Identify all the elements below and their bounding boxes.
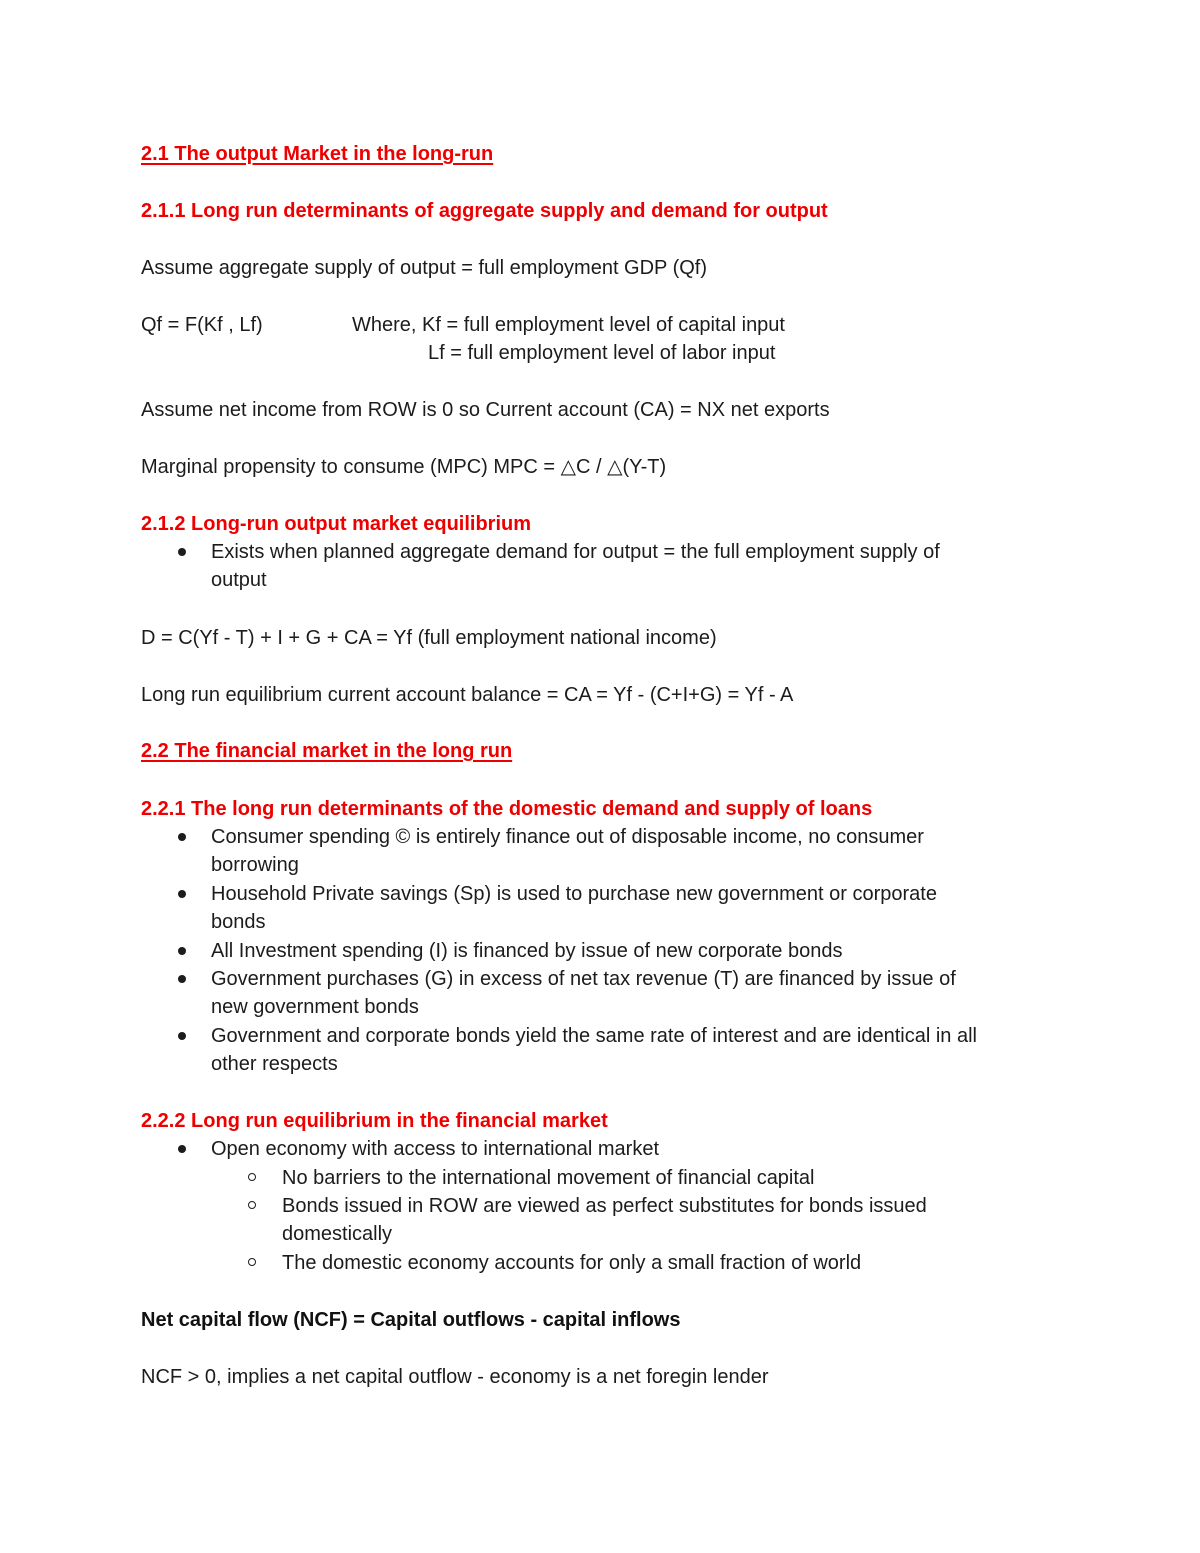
list-item: Government and corporate bonds yield the same rate of interest and are identical in all: [211, 1025, 977, 1047]
bullet-icon: [178, 1145, 186, 1153]
list-item-continuation: bonds: [211, 911, 266, 933]
heading-2-1-2: 2.1.2 Long-run output market equilibrium: [141, 513, 532, 535]
list-item-continuation: new government bonds: [211, 996, 419, 1018]
list-item: Consumer spending © is entirely finance out of disposable income, no consumer: [211, 826, 924, 848]
paragraph-mpc: Marginal propensity to consume (MPC) MPC = △C / △(Y-T): [141, 456, 667, 478]
paragraph-assume-supply: Assume aggregate supply of output = full employment GDP (Qf): [141, 257, 708, 279]
list-item-continuation: output: [211, 569, 267, 591]
circle-bullet-icon: [248, 1173, 256, 1181]
list-item: Open economy with access to international market: [211, 1138, 659, 1160]
list-item: All Investment spending (I) is financed by issue of new corporate bonds: [211, 940, 843, 962]
equation-qf: Qf = F(Kf , Lf): [141, 314, 263, 336]
heading-2-1-1: 2.1.1 Long run determinants of aggregate supply and demand for output: [141, 200, 828, 222]
paragraph-net-income: Assume net income from ROW is 0 so Current account (CA) = NX net exports: [141, 399, 830, 421]
where-lf-text: Lf = full employment level of labor input: [428, 342, 776, 364]
ncf-definition: Net capital flow (NCF) = Capital outflows - capital inflows: [141, 1309, 681, 1331]
sub-list-item: The domestic economy accounts for only a small fraction of world: [282, 1252, 862, 1274]
list-item-continuation: borrowing: [211, 854, 299, 876]
list-item: Exists when planned aggregate demand for output = the full employment supply of: [211, 541, 940, 563]
circle-bullet-icon: [248, 1258, 256, 1266]
paragraph-lr-ca: Long run equilibrium current account balance = CA = Yf - (C+I+G) = Yf - A: [141, 684, 794, 706]
bullet-icon: [178, 975, 186, 983]
heading-2-2: 2.2 The financial market in the long run: [141, 740, 513, 762]
bullet-icon: [178, 890, 186, 898]
bullet-icon: [178, 833, 186, 841]
bullet-icon: [178, 947, 186, 955]
ncf-positive: NCF > 0, implies a net capital outflow - economy is a net foregin lender: [141, 1366, 769, 1388]
bullet-icon: [178, 1032, 186, 1040]
equation-d: D = C(Yf - T) + I + G + CA = Yf (full employment national income): [141, 627, 717, 649]
sub-list-item: Bonds issued in ROW are viewed as perfect substitutes for bonds issued: [282, 1195, 927, 1217]
sub-list-item-continuation: domestically: [282, 1223, 393, 1245]
heading-2-2-1: 2.2.1 The long run determinants of the domestic demand and supply of loans: [141, 798, 873, 820]
bullet-icon: [178, 548, 186, 556]
sub-list-item: No barriers to the international movement of financial capital: [282, 1167, 815, 1189]
where-kf-text: Where, Kf = full employment level of capital input: [352, 314, 785, 336]
heading-2-2-2: 2.2.2 Long run equilibrium in the financial market: [141, 1110, 608, 1132]
list-item: Government purchases (G) in excess of net tax revenue (T) are financed by issue of: [211, 968, 956, 990]
circle-bullet-icon: [248, 1201, 256, 1209]
list-item: Household Private savings (Sp) is used to purchase new government or corporate: [211, 883, 937, 905]
list-item-continuation: other respects: [211, 1053, 338, 1075]
heading-2-1: 2.1 The output Market in the long-run: [141, 143, 494, 165]
